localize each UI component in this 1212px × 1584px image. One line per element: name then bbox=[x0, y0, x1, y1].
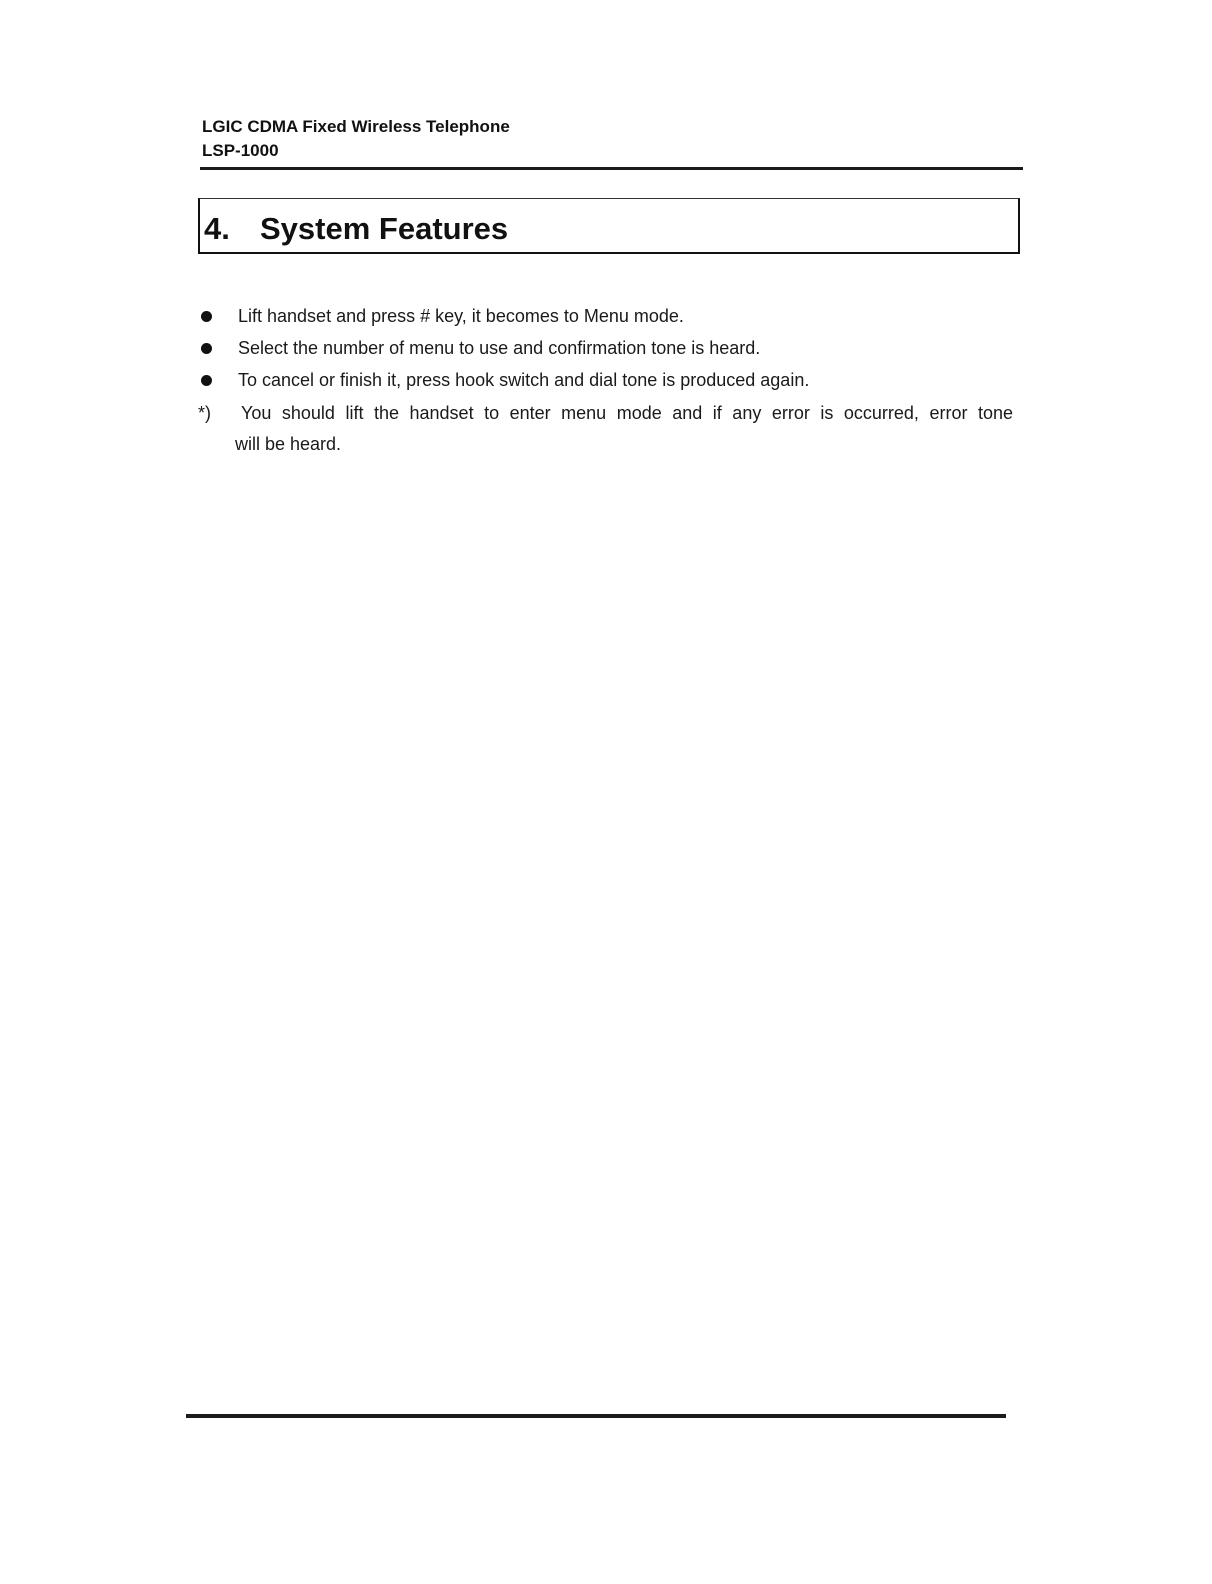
page-header bbox=[202, 115, 1022, 163]
header-product-name: LGIC CDMA Fixed Wireless Telephone bbox=[202, 117, 510, 136]
header-divider bbox=[200, 167, 1023, 170]
list-item bbox=[198, 300, 1028, 332]
note-text-line2: will be heard. bbox=[235, 434, 342, 454]
note bbox=[198, 398, 1028, 460]
note-marker: *) bbox=[198, 403, 211, 423]
footer-divider bbox=[186, 1414, 1006, 1418]
section-heading-box bbox=[198, 198, 1020, 254]
bullet-icon bbox=[201, 343, 212, 354]
list-item bbox=[198, 364, 1028, 396]
section-number: 4. bbox=[204, 211, 230, 246]
list-item-text: Lift handset and press # key, it becomes to Menu mode. bbox=[238, 306, 684, 326]
bullet-icon bbox=[201, 311, 212, 322]
bullet-icon bbox=[201, 375, 212, 386]
list-item-text: To cancel or finish it, press hook switch and dial tone is produced again. bbox=[238, 370, 810, 390]
list-item-text: Select the number of menu to use and confirmation tone is heard. bbox=[238, 338, 761, 358]
list-item bbox=[198, 332, 1028, 364]
section-title: System Features bbox=[260, 211, 509, 246]
section-content bbox=[198, 300, 1028, 460]
note-text-line1: You should lift the handset to enter menu mode and if any error is occurred, error tone bbox=[241, 403, 1013, 423]
section-heading bbox=[204, 211, 508, 247]
header-model-number: LSP-1000 bbox=[202, 141, 279, 160]
